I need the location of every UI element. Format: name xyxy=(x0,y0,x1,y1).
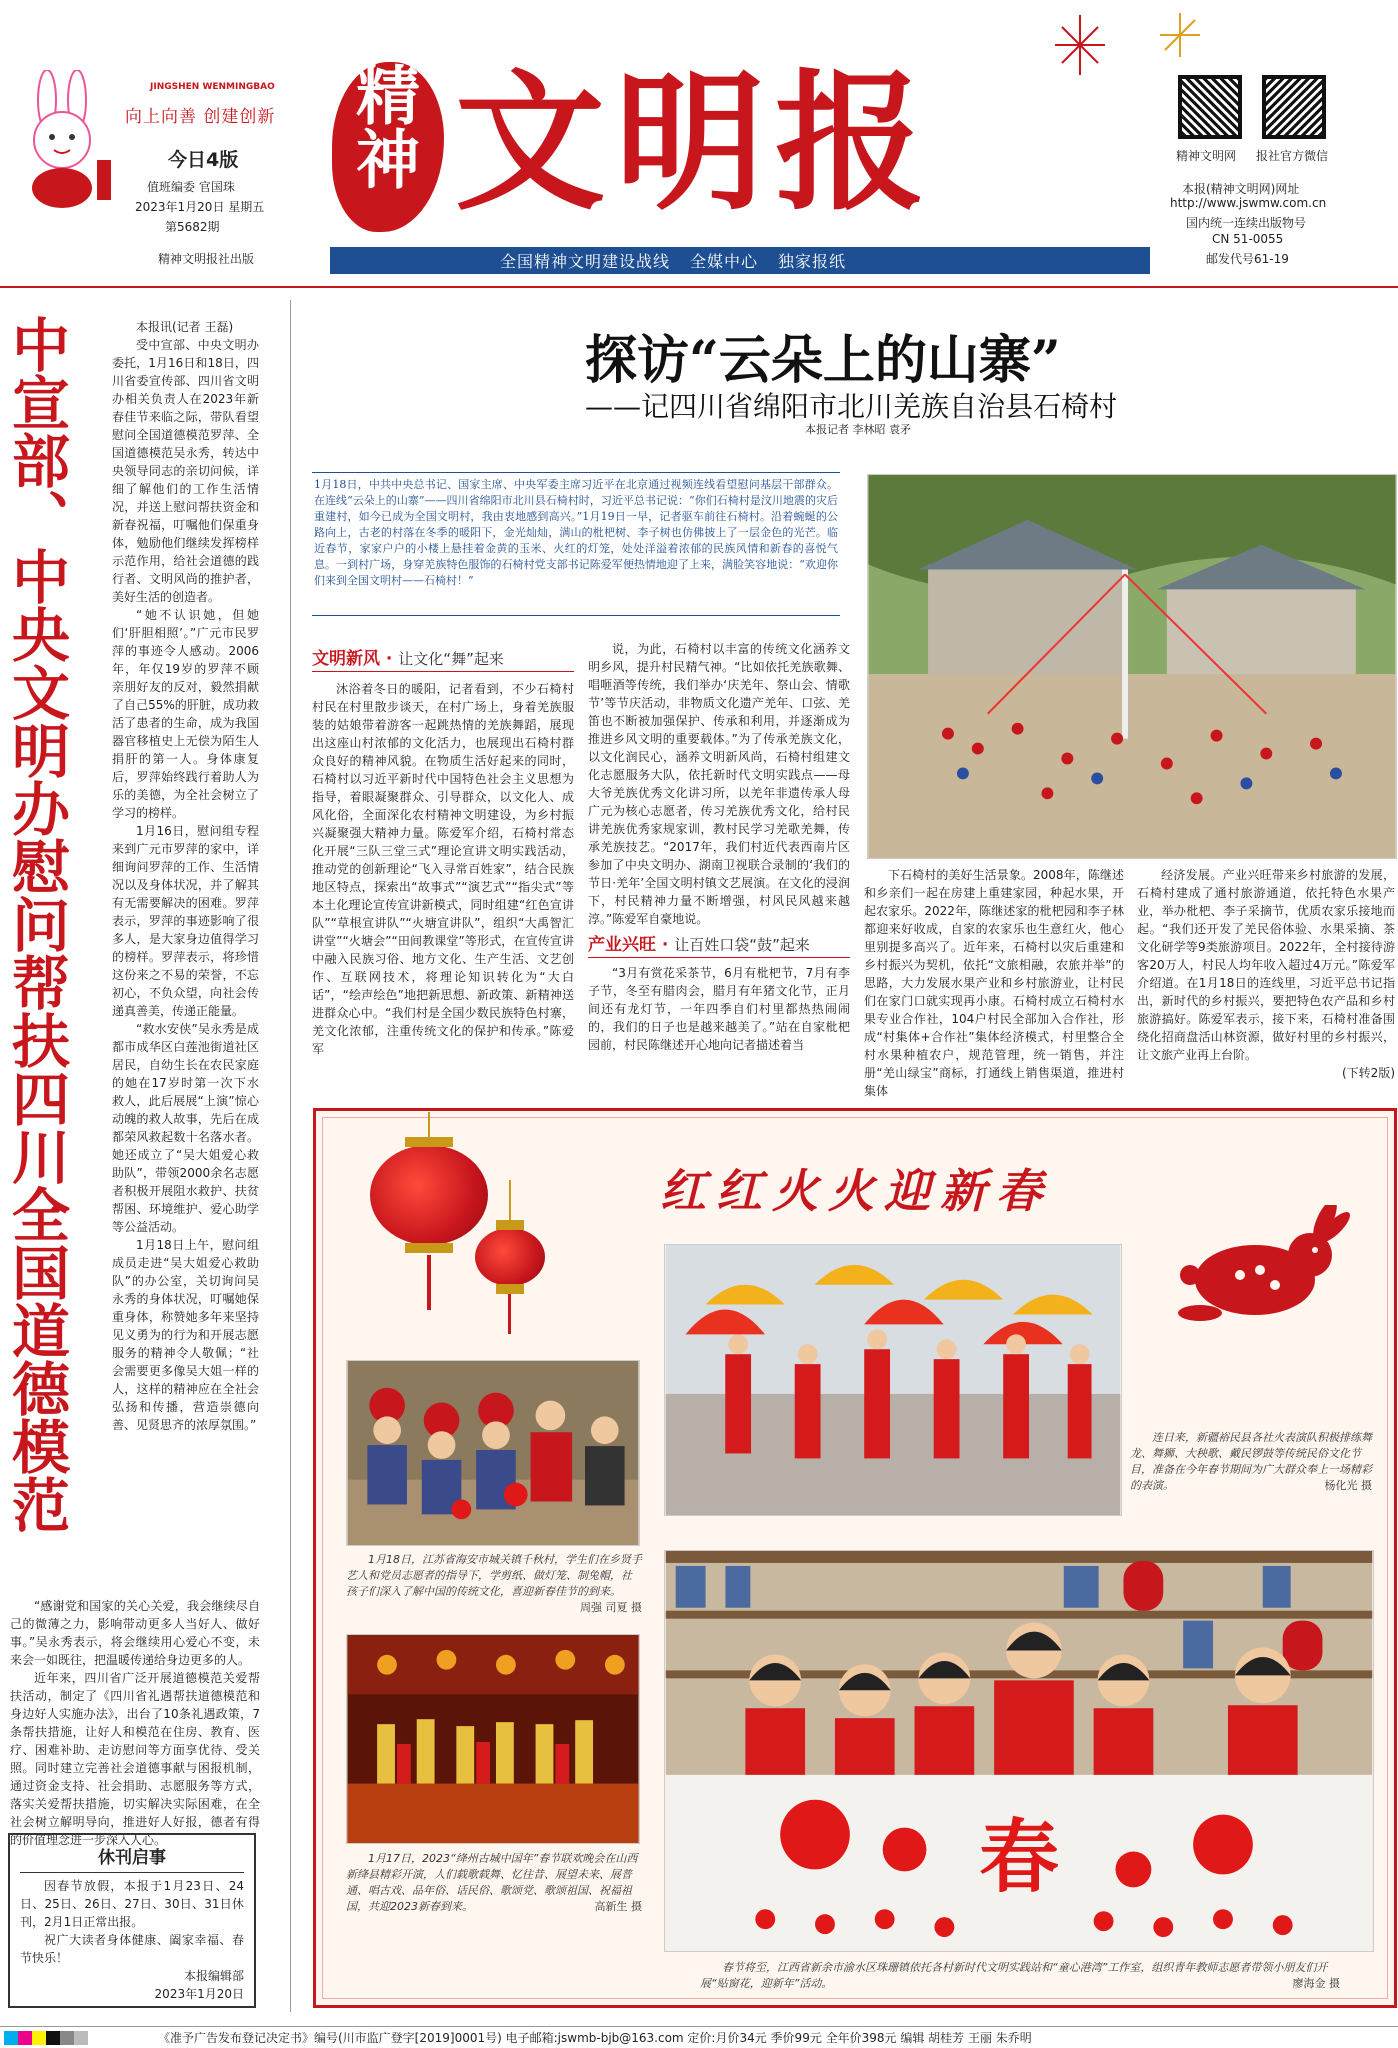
photo-caption xyxy=(1130,1430,1372,1494)
photo-caption xyxy=(346,1552,642,1616)
notice-date: 2023年1月20日 xyxy=(154,1987,244,2001)
cn-number: CN 51-0055 xyxy=(1212,232,1284,246)
feature-subhead: ——记四川省绵阳市北川羌族自治县石椅村 xyxy=(585,390,1118,423)
feature-paragraph: 下石椅村的美好生活景象。2008年，陈继述和乡亲们一起在房建上重建家园，种起水果，开起农家乐。2022年，陈继述家的枇杷园和李子林都迎来好收成，自家的农家乐也生意红火，他心里别提多高兴了。近年来，石椅村以灾后重建和乡村振兴为契机，依托“文旅相融，农旅并举”的思路，大力发展水果产业和乡村旅游业，让村民们在家门口就实现再小康。石椅村成立石椅村水果专业合作社，104户村民全部加入合作社，形成“村集体+合作社”集体经济模式，村里整合全村水果种植农户，规范管理，统一销售，并注册“羌山绿宝”商标，打通线上销售渠道，推进村集体 xyxy=(864,868,1124,1098)
notice-box xyxy=(8,1833,256,2008)
cn-label: 国内统一连续出版物号 xyxy=(1186,216,1307,230)
village-festival-photo xyxy=(867,474,1397,859)
qr-label: 精神文明网 xyxy=(1176,149,1237,163)
photo-caption xyxy=(346,1851,642,1915)
qr-code-icon[interactable] xyxy=(1178,75,1242,139)
column-divider xyxy=(290,300,291,2012)
caption-credit: 高新生 摄 xyxy=(594,1900,642,1913)
duty-editor: 值班编委 官国珠 xyxy=(147,180,235,194)
color-registration-bar xyxy=(4,2031,88,2045)
lantern-icon xyxy=(475,1228,545,1286)
feature-column-3 xyxy=(864,866,1124,1100)
lead-paragraph: “感谢党和国家的关心关爱，我会继续尽自己的微薄之力，影响带动更多人当好人、做好事。”吴永秀表示，将会继续用心爱心不变，未来会一如既往，把温暖传递给身边更多的人。 xyxy=(10,1599,260,1667)
caption-credit: 杨化光 摄 xyxy=(1324,1479,1372,1492)
caption-credit: 廖海金 摄 xyxy=(1292,1977,1340,1990)
lead-paragraph: 1月18日上午，慰问组成员走进“吴大姐爱心救助队”的办公室，关切询问吴永秀的身体状况，叮嘱她保重身体，称赞她多年来坚持见义勇为的行为和开展志愿服务的精神令人敬佩；“社会需要更多像吴大姐一样的人，这样的精神应在全社会弘扬和传播，营造崇德向善、见贤思齐的浓厚氛围。” xyxy=(112,1238,259,1432)
lead-paragraph: 受中宣部、中央文明办委托，1月16日和18日，四川省委宣传部、四川省文明办相关负责人在2023年新春佳节来临之际，带队看望慰问全国道德模范罗萍、全国道德模范吴永秀，转达中央领导同志的亲切问候，详细了解他们的工作生活情况，并送上慰问帮扶资金和新春祝福，叮嘱他们保重身体，勉励他们继续发挥榜样示范作用，给社会道德的践行者、文明风尚的推护者，美好生活的创造者。 xyxy=(112,338,259,604)
slogan: 向上向善 创建创新 xyxy=(125,107,276,127)
notice-title: 休刊启事 xyxy=(20,1843,244,1873)
footer-bar xyxy=(0,2026,1398,2048)
lead-paragraph: 近年来，四川省广泛开展道德模范关爱帮扶活动，制定了《四川省礼遇帮扶道德模范和身边好人实施办法》，出台了10条礼遇政策，7条帮扶措施，让好人和模范在住房、教育、医疗、困难补助、走访慰问等方面享优待、受关照。同时建立完善社会道德事献与困报机制，通过资金支持、社会捐助、志愿服务等方式，落实关爱帮扶措施，切实解决实际困难，在全社会树立解明导向，推进好人好报，德者有得的价值理念进一步深入人心。 xyxy=(10,1671,260,1847)
issue-date: 2023年1月20日 星期五 xyxy=(135,200,265,214)
caption-credit: 周强 司夏 摄 xyxy=(580,1601,642,1614)
title-seal-text: 精神 xyxy=(345,62,420,190)
lead-paragraph: 1月16日，慰问组专程来到广元市罗萍的家中，详细询问罗萍的工作、生活情况以及身体状况，并了解其有无需要解决的困难。罗萍表示，罗萍的事迹影响了很多人，是大家身边值得学习的榜样。罗萍表示，将珍惜这份来之不易的荣誉，不忘初心，不负众望，向社会传递真善美，传递正能量。 xyxy=(112,824,259,1018)
lantern-string xyxy=(509,1180,511,1220)
lantern-icon xyxy=(370,1145,488,1245)
notice-greeting: 祝广大读者身体健康、阖家幸福、春节快乐！ xyxy=(20,1933,244,1965)
feature-byline: 本报记者 李林昭 袁矛 xyxy=(805,423,911,436)
footer-text: 《准予广告发布登记决定书》编号(川市监广登字[2019]0001号) 电子邮箱:jswmb-bjb@163.com 定价:月价34元 季价99元 全年价398元 编辑 胡桂芳 王丽 朱乔明 xyxy=(158,2031,1032,2045)
pages-count: 今日4版 xyxy=(168,149,239,171)
children-crafts-photo xyxy=(346,1360,640,1546)
lead-paragraph: “她不认识她，但她们‘肝胆相照’。”广元市民罗萍的事迹令人感动。2006年，年仅19岁的罗萍不顾亲朋好友的反对，毅然捐献了自己55%的肝脏，成功救活了患者的生命，成为我国器官移植史上无偿为陌生人捐肝的第一人。身体康复后，罗萍始终践行着助人为乐的美德，为全社会树立了学习的榜样。 xyxy=(112,608,259,820)
section-heading-sub: 让百姓口袋“鼓”起来 xyxy=(674,936,810,954)
section-heading-sub: 让文化“舞”起来 xyxy=(398,650,504,668)
caption-text: 1月18日，江苏省海安市城关镇千秋村，学生们在乡贤手艺人和党员志愿者的指导下，学剪纸、做灯笼、制兔帽，社孩子们深入了解中国的传统文化，喜迎新春佳节的到来。 xyxy=(346,1553,642,1598)
section-heading: 文明新风 · 让文化“舞”起来 xyxy=(312,650,574,672)
feature-column-2 xyxy=(588,640,850,1054)
feature-column-1 xyxy=(312,650,574,1058)
brand-pinyin: JINGSHEN WENMINGBAO xyxy=(150,82,275,92)
publisher: 精神文明报社出版 xyxy=(158,252,255,266)
rabbit-mascot-icon xyxy=(2,70,132,210)
masthead xyxy=(0,0,1398,285)
caption-text: 连日来，新疆裕民县各社火表演队积极排练舞龙、舞狮、大秧歌、戴民锣鼓等传统民俗文化节目，准备在今年春节期间为广大群众奉上一场精彩的表演。 xyxy=(1130,1431,1372,1492)
feature-column-4 xyxy=(1137,866,1395,1082)
postal-code: 邮发代号61-19 xyxy=(1206,252,1289,266)
website-label: 本报(精神文明网)网址 xyxy=(1182,182,1300,196)
lead-body-bottom xyxy=(10,1597,260,1849)
lantern-tassel xyxy=(427,1255,431,1310)
section-heading: 产业兴旺 · 让百姓口袋“鼓”起来 xyxy=(588,936,850,958)
feature-paragraph: 说，为此，石椅村以丰富的传统文化涵养文明乡风，提升村民精气神。“比如依托羌族歌舞、唱咂酒等传统，我们举办‘庆羌年、祭山会、情歌节’等节庆活动，非物质文化遗产羌年、口弦、羌笛也不断被加强保护、传承和利用，并逐渐成为推进乡风文明的重要载体。”为了传承羌族文化，以文化润民心，涵养文明新风尚，石椅村组建文化志愿服务大队，依托新时代文明实践点——母大爷羌族优秀文化讲习所，以羌年非遗传承人母广元为核心志愿者，传习羌族优秀文化，给村民讲羌族优秀家规家训，教村民学习羌歌羌舞，传承羌族技艺。“2017年，我们村近代表西南片区参加了中央文明办、湖南卫视联合录制的‘我们的节日·羌年’全国文明村镇文艺展演。在文化的浸润下，村民精神力量不断增强，村风民风越来越淳。”陈爱军自豪地说。 xyxy=(588,642,850,926)
paper-cut-character: 春 xyxy=(979,1809,1059,1904)
notice-text: 因春节放假，本报于1月23日、24日、25日、26日、27日、30日、31日休刊，2月1日正常出报。 xyxy=(20,1879,244,1929)
section-heading-title: 文明新风 xyxy=(312,649,380,669)
photo-caption xyxy=(700,1960,1340,1992)
caption-text: 春节将至，江西省新余市渝水区珠珊镇依托各村新时代文明实践站和“童心港湾”工作室，组织青年教师志愿者带领小朋友们开展“贴窗花，迎新年”活动。 xyxy=(700,1961,1328,1990)
lead-headline-text: 中宣部、中央文明办慰问帮扶四川全国道德模范 xyxy=(2,315,70,1533)
divider xyxy=(0,286,1398,288)
newspaper-title: 文明报 xyxy=(455,55,936,231)
lead-body xyxy=(112,318,259,1434)
feature-intro-text: 1月18日，中共中央总书记、国家主席、中央军委主席习近平在北京通过视频连线看望慰问基层干部群众。在连线“云朵上的山寨”——四川省绵阳市北川县石椅村时，习近平总书记说：“你们石椅村是汶川地震的灾后重建村，如今已成为全国文明村，我由衷地感到高兴。”1月19日一早，记者驱车前往石椅村。沿着蜿蜒的公路向上，古老的村落在冬季的暖阳下，金光灿灿，满山的枇杷树、李子树也仿佛披上了一层金色的光芒。临近春节，家家户户的小楼上悬挂着金黄的玉米、火红的灯笼，处处洋溢着浓郁的民族风情和新春的喜悦气息。一到村广场，身穿羌族特色服饰的石椅村党支部书记陈爱军便热情地迎了上来，满脸笑容地说：“欢迎你们来到全国文明村——石椅村！” xyxy=(314,478,838,587)
rabbit-papercut-icon xyxy=(1160,1205,1360,1335)
feature-paragraph: 沐浴着冬日的暖阳，记者看到，不少石椅村村民在村里散步谈天，在村广场上，身着羌族服装的姑娘带着游客一起跳热情的羌族舞蹈，展现出这座山村浓郁的文化活力，也展现出石椅村群众良好的精神风貌。在物质生活好起来的同时，石椅村以习近平新时代中国特色社会主义思想为指导，着眼凝聚群众、引导群众，以文化人、成风化俗，全面深化农村精神文明建设，为乡村振兴凝聚强大精神力量。陈爱军介绍，石椅村常态化开展“三队三堂三式”理论宣讲文明实践活动，推动党的创新理论“飞入寻常百姓家”，结合民族地区特点，探索出“故事式”“演艺式”“指尖式”等本土化理论宣传宣讲新模式，同时组建“红色宣讲队”“草根宣讲队”“火塘宣讲队”，组织“大禹智汇讲堂”“火塘会”“田间教课堂”等形式，在宣传宣讲中融入民族习俗、地方文化、生产生活、文艺创作、互联网技术，将理论知识转化为“大白话”，“绘声绘色”地把新思想、新政策、新精神送进群众心中。“我们村是全国少数民族特色村寨，羌文化浓郁，注重传统文化的保护和传承。”陈爱军 xyxy=(312,682,574,1056)
lead-headline xyxy=(2,315,70,1605)
website-url[interactable]: http://www.jswmw.com.cn xyxy=(1170,196,1327,210)
paper-cutting-class-photo xyxy=(664,1550,1374,1952)
feature-headline: 探访“云朵上的山寨” xyxy=(585,330,1061,391)
qr-code-icon[interactable] xyxy=(1262,75,1326,139)
nav-bar xyxy=(330,247,1150,274)
notice-sign: 本报编辑部 xyxy=(183,1969,244,1983)
lantern-tassel xyxy=(508,1294,511,1334)
qr-label: 报社官方微信 xyxy=(1256,149,1329,163)
feature-intro xyxy=(312,472,840,616)
lead-paragraph: “救水安侠”吴永秀是成都市成华区白莲池街道社区居民，自幼生长在农民家庭的她在17岁时第一次下水救人，此后展展“上演”惊心动魄的救人故事，先后在成都荣风救起数十名落水者。她还成立了“吴大姐爱心救助队”，带领2000余名志愿者积极开展阻水救护、扶贫帮困、环境维护、爱心助学等公益活动。 xyxy=(112,1022,259,1234)
fan-dance-photo xyxy=(664,1244,1122,1516)
feature-paragraph: 经济发展。产业兴旺带来乡村旅游的发展，石椅村建成了通村旅游通道，依托特色水果产业，举办枇杷、李子采摘节，优质农家乐接地而起。“我们还开发了羌民俗体验、水果采摘、茶文化研学等9类旅游项目。2022年，全村接待游客20万人，村民人均年收入超过4万元。”陈爱军介绍道。在1月18日的连线里，习近平总书记指出，新时代的乡村振兴，要把特色农产品和乡村旅游搞好。陈爱军表示，接下来，石椅村准备围绕化招商盘活山林资源，做好村里的乡村振兴，让文旅产业再上台阶。 xyxy=(1137,868,1395,1062)
feature-paragraph: “3月有赏花采茶节，6月有枇杷节，7月有李子节，冬至有腊肉会，腊月有年猪文化节，正月间还有龙灯节，一年四季自们村里都热热闹闹的，我们的日子也是越来越美了。”站在自家枇杷园前，村民陈继述开心地向记者描述着当 xyxy=(588,966,850,1052)
issue-number: 第5682期 xyxy=(165,220,220,234)
section-heading-title: 产业兴旺 xyxy=(588,935,656,955)
stage-performance-photo xyxy=(346,1634,640,1844)
nav-item[interactable]: 全国精神文明建设战线 xyxy=(500,252,671,271)
nav-item[interactable]: 独家报纸 xyxy=(778,252,847,271)
lead-byline: 本报讯(记者 王磊) xyxy=(136,320,234,334)
caption-text: 1月17日，2023“绛州古城中国年”春节联欢晚会在山西新绛县精彩开演，人们载歌载舞、忆往昔、展望未来、展普通、唱古戏、品年俗、话民俗、歌颂党、歌颂祖国、祝福祖国，共迎2023新春到来。 xyxy=(346,1852,638,1913)
photo-section-title: 红红火火迎新春 xyxy=(660,1164,1052,1218)
nav-item[interactable]: 全媒中心 xyxy=(690,252,759,271)
continued-note: (下转2版) xyxy=(1342,1066,1395,1080)
